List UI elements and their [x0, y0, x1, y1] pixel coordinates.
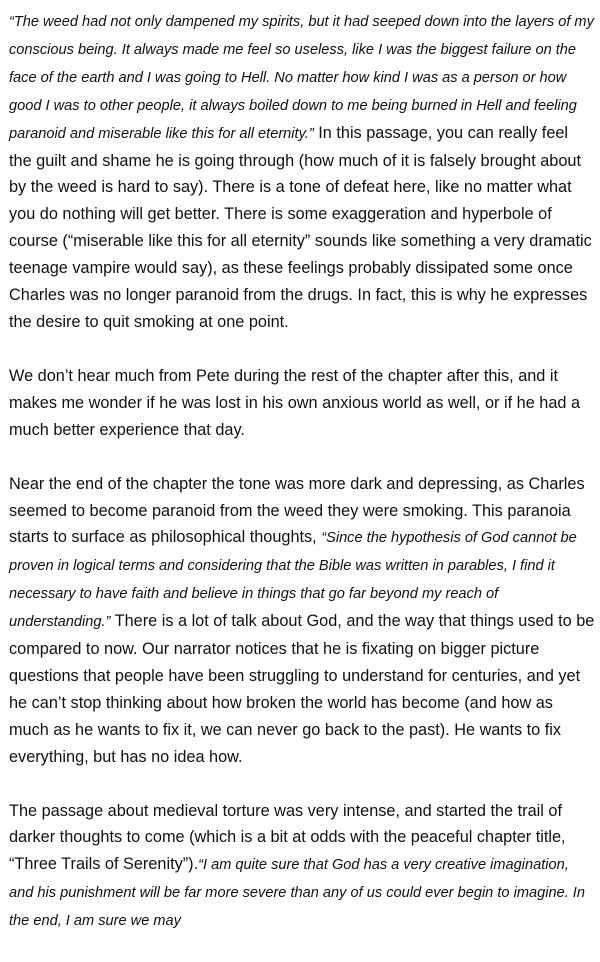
analysis-torture-intro: The passage about medieval torture was very intense, and started the trail of darker thoughts to come (which is a bit at odds with the peaceful chapter title, “Three Trails of Serenity”). — [9, 801, 566, 874]
paragraph-weed-passage — [9, 8, 595, 336]
analysis-pete: We don’t hear much from Pete during the rest of the chapter after this, and it makes me wonder if he was lost in his own anxious world as well, or if he had a much better experience that day. — [9, 366, 581, 439]
analysis-paranoia-body: There is a lot of talk about God, and the way that things used to be compared to now. Our narrator notices that he is fixating on bigger picture questions that people have been struggling to understand for centuries, and yet he can’t stop thinking about how broken the world has become (and how as much as he wants to fix it, we can never go back to the past). He wants to fix everything, but has no idea how. — [9, 612, 595, 766]
quote-weed: “The weed had not only dampened my spirits, but it had seeped down into the layers of my conscious being. It always made me feel so useless, like I was the biggest failure on the face of the earth and I was going to Hell. No matter how kind I was as a person or how good I was to other people, it always boiled down to me being burned in Hell and feeling paranoid and miserable like this for all eternity.” — [9, 14, 594, 142]
paragraph-paranoia — [9, 471, 595, 771]
quote-god-imagination: “I am quite sure that God has a very creative imagination, and his punishment will be far more severe than any of us could ever begin to imagine. In the end, I am sure we may — [9, 857, 585, 930]
analysis-paranoia-intro: Near the end of the chapter the tone was more dark and depressing, as Charles seemed to become paranoid from the weed they were smoking. This paranoia starts to surface as philosophical thoughts, — [9, 474, 585, 547]
analysis-weed: In this passage, you can really feel the guilt and shame he is going through (how much of it is falsely brought about by the weed is hard to say). There is a tone of defeat here, like no matter what you do nothing will get better. There is some exaggeration and hyperbole of course (“miserable like this for all eternity” sounds like something a very dramatic teenage vampire would say), as these feelings probably dissipated some once Charles was no longer paranoid from the drugs. In fact, this is why he expresses the desire to quit smoking at one point. — [9, 123, 592, 331]
quote-god-hypothesis: “Since the hypothesis of God cannot be proven in logical terms and considering that the Bible was written in parables, I find it necessary to have faith and believe in things that go far beyond my reach of understanding.” — [9, 530, 577, 631]
paragraph-torture — [9, 798, 595, 936]
paragraph-pete — [9, 363, 595, 444]
document-body — [9, 8, 595, 962]
